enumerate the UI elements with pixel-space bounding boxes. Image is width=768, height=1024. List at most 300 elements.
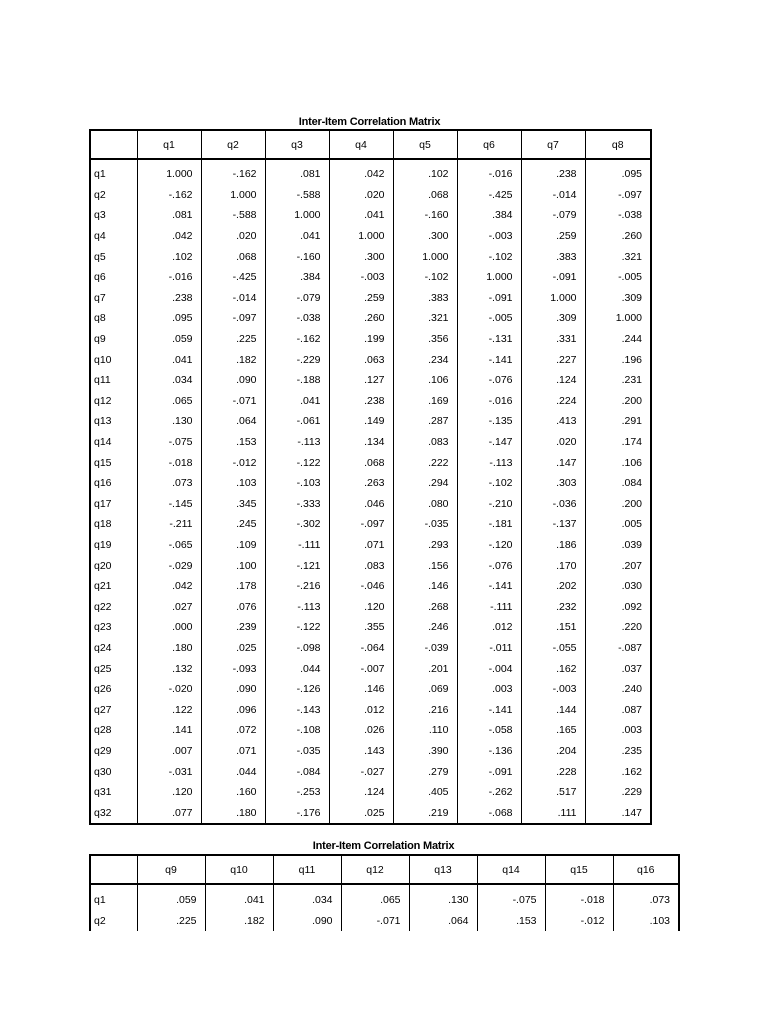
correlation-cell: .127 bbox=[329, 370, 393, 391]
correlation-cell: -.162 bbox=[201, 159, 265, 185]
correlation-cell: -.055 bbox=[521, 638, 585, 659]
correlation-cell: -.136 bbox=[457, 741, 521, 762]
correlation-cell: .083 bbox=[329, 555, 393, 576]
correlation-cell: -.160 bbox=[265, 246, 329, 267]
row-label: q13 bbox=[90, 411, 137, 432]
correlation-cell: -.014 bbox=[201, 288, 265, 309]
table-row bbox=[90, 910, 679, 931]
correlation-cell: -.003 bbox=[457, 226, 521, 247]
correlation-cell: -.036 bbox=[521, 494, 585, 515]
correlation-cell: .141 bbox=[137, 720, 201, 741]
row-label: q21 bbox=[90, 576, 137, 597]
correlation-cell: .321 bbox=[393, 308, 457, 329]
correlation-cell: .294 bbox=[393, 473, 457, 494]
correlation-cell: -.031 bbox=[137, 761, 201, 782]
correlation-cell: .020 bbox=[201, 226, 265, 247]
table-row bbox=[90, 699, 651, 720]
correlation-cell: -.020 bbox=[137, 679, 201, 700]
correlation-cell: .027 bbox=[137, 596, 201, 617]
table-row bbox=[90, 494, 651, 515]
correlation-cell: -.211 bbox=[137, 514, 201, 535]
correlation-cell: .041 bbox=[265, 391, 329, 412]
correlation-cell: .279 bbox=[393, 761, 457, 782]
correlation-cell: .287 bbox=[393, 411, 457, 432]
correlation-cell: .291 bbox=[585, 411, 651, 432]
correlation-cell: .120 bbox=[137, 782, 201, 803]
correlation-cell: .201 bbox=[393, 658, 457, 679]
row-label: q16 bbox=[90, 473, 137, 494]
row-label: q1 bbox=[90, 884, 137, 910]
table-row bbox=[90, 741, 651, 762]
correlation-cell: .102 bbox=[393, 159, 457, 185]
correlation-cell: -.137 bbox=[521, 514, 585, 535]
correlation-cell: -.091 bbox=[521, 267, 585, 288]
correlation-cell: -.188 bbox=[265, 370, 329, 391]
table-row bbox=[90, 246, 651, 267]
correlation-cell: .178 bbox=[201, 576, 265, 597]
row-label: q19 bbox=[90, 535, 137, 556]
correlation-cell: .146 bbox=[393, 576, 457, 597]
correlation-cell: .244 bbox=[585, 329, 651, 350]
correlation-cell: -.102 bbox=[457, 246, 521, 267]
matrix2-title: Inter-Item Correlation Matrix bbox=[312, 840, 455, 852]
correlation-cell: .081 bbox=[265, 159, 329, 185]
correlation-cell: -.102 bbox=[393, 267, 457, 288]
matrix2-body bbox=[90, 884, 679, 931]
correlation-cell: .025 bbox=[201, 638, 265, 659]
row-label: q1 bbox=[90, 159, 137, 185]
row-label: q25 bbox=[90, 658, 137, 679]
column-header-q10: q10 bbox=[205, 855, 273, 884]
column-header-q16: q16 bbox=[613, 855, 679, 884]
table-row bbox=[90, 514, 651, 535]
correlation-cell: .122 bbox=[137, 699, 201, 720]
row-label: q32 bbox=[90, 802, 137, 824]
correlation-cell: -.018 bbox=[137, 452, 201, 473]
table-row bbox=[90, 205, 651, 226]
header-row bbox=[90, 130, 651, 159]
correlation-cell: .080 bbox=[393, 494, 457, 515]
correlation-cell: .076 bbox=[201, 596, 265, 617]
correlation-cell: .071 bbox=[201, 741, 265, 762]
correlation-cell: .090 bbox=[201, 679, 265, 700]
column-header-q15: q15 bbox=[545, 855, 613, 884]
correlation-cell: .020 bbox=[521, 432, 585, 453]
table-row bbox=[90, 658, 651, 679]
correlation-cell: .084 bbox=[585, 473, 651, 494]
row-label: q5 bbox=[90, 246, 137, 267]
correlation-cell: -.039 bbox=[393, 638, 457, 659]
correlation-cell: -.141 bbox=[457, 349, 521, 370]
correlation-cell: -.084 bbox=[265, 761, 329, 782]
correlation-cell: .110 bbox=[393, 720, 457, 741]
correlation-cell: -.216 bbox=[265, 576, 329, 597]
correlation-cell: .109 bbox=[201, 535, 265, 556]
correlation-cell: .068 bbox=[393, 185, 457, 206]
column-header-q12: q12 bbox=[341, 855, 409, 884]
correlation-cell: .222 bbox=[393, 452, 457, 473]
table-row bbox=[90, 349, 651, 370]
correlation-cell: -.012 bbox=[545, 910, 613, 931]
correlation-cell: .132 bbox=[137, 658, 201, 679]
correlation-cell: .134 bbox=[329, 432, 393, 453]
correlation-cell: .081 bbox=[137, 205, 201, 226]
correlation-cell: -.333 bbox=[265, 494, 329, 515]
correlation-cell: .263 bbox=[329, 473, 393, 494]
column-header-q3: q3 bbox=[265, 130, 329, 159]
correlation-cell: 1.000 bbox=[585, 308, 651, 329]
correlation-cell: .225 bbox=[201, 329, 265, 350]
correlation-cell: -.141 bbox=[457, 699, 521, 720]
correlation-cell: .207 bbox=[585, 555, 651, 576]
correlation-cell: .238 bbox=[521, 159, 585, 185]
correlation-cell: .042 bbox=[329, 159, 393, 185]
correlation-cell: .384 bbox=[265, 267, 329, 288]
correlation-cell: .087 bbox=[585, 699, 651, 720]
matrix1-title: Inter-Item Correlation Matrix bbox=[298, 116, 441, 128]
correlation-cell: .034 bbox=[137, 370, 201, 391]
correlation-cell: .321 bbox=[585, 246, 651, 267]
correlation-cell: .046 bbox=[329, 494, 393, 515]
correlation-cell: -.071 bbox=[201, 391, 265, 412]
correlation-cell: -.143 bbox=[265, 699, 329, 720]
correlation-cell: .162 bbox=[521, 658, 585, 679]
correlation-cell: .090 bbox=[273, 910, 341, 931]
correlation-cell: .007 bbox=[137, 741, 201, 762]
correlation-cell: .413 bbox=[521, 411, 585, 432]
correlation-cell: .202 bbox=[521, 576, 585, 597]
correlation-cell: .000 bbox=[137, 617, 201, 638]
correlation-cell: -.075 bbox=[477, 884, 545, 910]
table-row bbox=[90, 679, 651, 700]
table-row bbox=[90, 884, 679, 910]
correlation-cell: .041 bbox=[205, 884, 273, 910]
correlation-cell: -.071 bbox=[341, 910, 409, 931]
correlation-cell: .059 bbox=[137, 884, 205, 910]
correlation-matrix-1 bbox=[89, 129, 652, 825]
correlation-cell: -.075 bbox=[137, 432, 201, 453]
correlation-cell: -.016 bbox=[457, 159, 521, 185]
table-row bbox=[90, 391, 651, 412]
correlation-cell: .180 bbox=[137, 638, 201, 659]
correlation-cell: -.113 bbox=[457, 452, 521, 473]
column-header-q8: q8 bbox=[585, 130, 651, 159]
correlation-cell: .044 bbox=[265, 658, 329, 679]
column-header-q5: q5 bbox=[393, 130, 457, 159]
correlation-cell: .044 bbox=[201, 761, 265, 782]
correlation-cell: -.011 bbox=[457, 638, 521, 659]
corner-cell bbox=[90, 855, 137, 884]
correlation-cell: -.005 bbox=[457, 308, 521, 329]
row-label: q31 bbox=[90, 782, 137, 803]
correlation-cell: -.079 bbox=[521, 205, 585, 226]
row-label: q2 bbox=[90, 910, 137, 931]
correlation-cell: -.068 bbox=[457, 802, 521, 824]
table-row bbox=[90, 596, 651, 617]
correlation-cell: .090 bbox=[201, 370, 265, 391]
correlation-cell: -.016 bbox=[457, 391, 521, 412]
column-header-q4: q4 bbox=[329, 130, 393, 159]
correlation-cell: -.035 bbox=[265, 741, 329, 762]
correlation-cell: .068 bbox=[329, 452, 393, 473]
table-row bbox=[90, 802, 651, 824]
correlation-cell: .383 bbox=[521, 246, 585, 267]
correlation-cell: .065 bbox=[341, 884, 409, 910]
column-header-q6: q6 bbox=[457, 130, 521, 159]
correlation-cell: .204 bbox=[521, 741, 585, 762]
correlation-cell: .186 bbox=[521, 535, 585, 556]
correlation-cell: .064 bbox=[201, 411, 265, 432]
row-label: q8 bbox=[90, 308, 137, 329]
column-header-q1: q1 bbox=[137, 130, 201, 159]
table-row bbox=[90, 267, 651, 288]
correlation-cell: .229 bbox=[585, 782, 651, 803]
correlation-cell: .063 bbox=[329, 349, 393, 370]
correlation-cell: .232 bbox=[521, 596, 585, 617]
row-label: q23 bbox=[90, 617, 137, 638]
correlation-cell: -.181 bbox=[457, 514, 521, 535]
correlation-cell: .231 bbox=[585, 370, 651, 391]
correlation-cell: .111 bbox=[521, 802, 585, 824]
row-label: q18 bbox=[90, 514, 137, 535]
correlation-cell: .182 bbox=[205, 910, 273, 931]
correlation-cell: -.097 bbox=[585, 185, 651, 206]
correlation-cell: .012 bbox=[457, 617, 521, 638]
correlation-cell: .238 bbox=[137, 288, 201, 309]
correlation-cell: -.113 bbox=[265, 432, 329, 453]
correlation-cell: -.065 bbox=[137, 535, 201, 556]
correlation-cell: .059 bbox=[137, 329, 201, 350]
table-row bbox=[90, 226, 651, 247]
correlation-cell: .517 bbox=[521, 782, 585, 803]
correlation-cell: .096 bbox=[201, 699, 265, 720]
correlation-cell: -.141 bbox=[457, 576, 521, 597]
correlation-cell: .238 bbox=[329, 391, 393, 412]
correlation-cell: .239 bbox=[201, 617, 265, 638]
correlation-cell: -.121 bbox=[265, 555, 329, 576]
column-header-q7: q7 bbox=[521, 130, 585, 159]
correlation-cell: -.012 bbox=[201, 452, 265, 473]
correlation-cell: .124 bbox=[329, 782, 393, 803]
row-label: q22 bbox=[90, 596, 137, 617]
row-label: q3 bbox=[90, 205, 137, 226]
correlation-cell: .160 bbox=[201, 782, 265, 803]
column-header-q14: q14 bbox=[477, 855, 545, 884]
correlation-cell: -.098 bbox=[265, 638, 329, 659]
correlation-cell: -.111 bbox=[457, 596, 521, 617]
correlation-cell: .220 bbox=[585, 617, 651, 638]
row-label: q7 bbox=[90, 288, 137, 309]
row-label: q14 bbox=[90, 432, 137, 453]
correlation-cell: .309 bbox=[585, 288, 651, 309]
row-label: q9 bbox=[90, 329, 137, 350]
correlation-cell: -.004 bbox=[457, 658, 521, 679]
correlation-cell: .345 bbox=[201, 494, 265, 515]
correlation-cell: .180 bbox=[201, 802, 265, 824]
correlation-cell: -.262 bbox=[457, 782, 521, 803]
correlation-cell: .153 bbox=[477, 910, 545, 931]
correlation-cell: -.007 bbox=[329, 658, 393, 679]
correlation-cell: -.122 bbox=[265, 617, 329, 638]
correlation-cell: .200 bbox=[585, 391, 651, 412]
correlation-cell: .196 bbox=[585, 349, 651, 370]
table-row bbox=[90, 576, 651, 597]
correlation-cell: -.035 bbox=[393, 514, 457, 535]
row-label: q30 bbox=[90, 761, 137, 782]
correlation-cell: -.588 bbox=[265, 185, 329, 206]
column-header-q2: q2 bbox=[201, 130, 265, 159]
correlation-cell: 1.000 bbox=[393, 246, 457, 267]
correlation-cell: -.018 bbox=[545, 884, 613, 910]
table-row bbox=[90, 411, 651, 432]
correlation-cell: .092 bbox=[585, 596, 651, 617]
correlation-cell: -.126 bbox=[265, 679, 329, 700]
column-header-q13: q13 bbox=[409, 855, 477, 884]
correlation-cell: .064 bbox=[409, 910, 477, 931]
correlation-cell: .153 bbox=[201, 432, 265, 453]
table-row bbox=[90, 308, 651, 329]
correlation-cell: .124 bbox=[521, 370, 585, 391]
correlation-cell: .041 bbox=[137, 349, 201, 370]
correlation-cell: .300 bbox=[329, 246, 393, 267]
correlation-cell: .293 bbox=[393, 535, 457, 556]
correlation-cell: .169 bbox=[393, 391, 457, 412]
correlation-cell: .020 bbox=[329, 185, 393, 206]
table-row bbox=[90, 555, 651, 576]
correlation-cell: .162 bbox=[585, 761, 651, 782]
correlation-cell: -.210 bbox=[457, 494, 521, 515]
correlation-cell: -.253 bbox=[265, 782, 329, 803]
correlation-cell: -.120 bbox=[457, 535, 521, 556]
correlation-cell: -.087 bbox=[585, 638, 651, 659]
correlation-cell: -.016 bbox=[137, 267, 201, 288]
correlation-cell: .245 bbox=[201, 514, 265, 535]
correlation-cell: .182 bbox=[201, 349, 265, 370]
correlation-cell: -.122 bbox=[265, 452, 329, 473]
correlation-cell: -.162 bbox=[137, 185, 201, 206]
correlation-cell: .077 bbox=[137, 802, 201, 824]
correlation-cell: -.102 bbox=[457, 473, 521, 494]
matrix1-header bbox=[90, 130, 651, 159]
correlation-cell: .147 bbox=[585, 802, 651, 824]
correlation-cell: -.302 bbox=[265, 514, 329, 535]
row-label: q6 bbox=[90, 267, 137, 288]
matrix2-header bbox=[90, 855, 679, 884]
correlation-cell: .219 bbox=[393, 802, 457, 824]
correlation-cell: .355 bbox=[329, 617, 393, 638]
correlation-cell: 1.000 bbox=[137, 159, 201, 185]
correlation-cell: -.097 bbox=[329, 514, 393, 535]
correlation-cell: 1.000 bbox=[265, 205, 329, 226]
row-label: q20 bbox=[90, 555, 137, 576]
correlation-cell: -.162 bbox=[265, 329, 329, 350]
correlation-cell: -.425 bbox=[201, 267, 265, 288]
correlation-cell: -.005 bbox=[585, 267, 651, 288]
correlation-cell: .356 bbox=[393, 329, 457, 350]
correlation-cell: .100 bbox=[201, 555, 265, 576]
correlation-cell: 1.000 bbox=[201, 185, 265, 206]
correlation-cell: .170 bbox=[521, 555, 585, 576]
row-label: q4 bbox=[90, 226, 137, 247]
correlation-cell: -.061 bbox=[265, 411, 329, 432]
correlation-cell: -.135 bbox=[457, 411, 521, 432]
correlation-cell: .227 bbox=[521, 349, 585, 370]
correlation-cell: .003 bbox=[585, 720, 651, 741]
correlation-cell: -.229 bbox=[265, 349, 329, 370]
correlation-cell: .095 bbox=[137, 308, 201, 329]
row-label: q2 bbox=[90, 185, 137, 206]
correlation-cell: .026 bbox=[329, 720, 393, 741]
correlation-cell: .068 bbox=[201, 246, 265, 267]
column-header-q11: q11 bbox=[273, 855, 341, 884]
correlation-cell: .228 bbox=[521, 761, 585, 782]
table-row bbox=[90, 617, 651, 638]
correlation-cell: -.108 bbox=[265, 720, 329, 741]
correlation-cell: .143 bbox=[329, 741, 393, 762]
correlation-cell: .034 bbox=[273, 884, 341, 910]
table-row bbox=[90, 638, 651, 659]
correlation-cell: .200 bbox=[585, 494, 651, 515]
correlation-cell: .102 bbox=[137, 246, 201, 267]
correlation-cell: -.027 bbox=[329, 761, 393, 782]
correlation-cell: -.131 bbox=[457, 329, 521, 350]
correlation-cell: .041 bbox=[265, 226, 329, 247]
correlation-cell: .259 bbox=[329, 288, 393, 309]
column-header-q9: q9 bbox=[137, 855, 205, 884]
correlation-cell: 1.000 bbox=[457, 267, 521, 288]
table-row bbox=[90, 535, 651, 556]
table-row bbox=[90, 473, 651, 494]
correlation-cell: -.111 bbox=[265, 535, 329, 556]
correlation-cell: -.425 bbox=[457, 185, 521, 206]
correlation-cell: .025 bbox=[329, 802, 393, 824]
correlation-cell: .149 bbox=[329, 411, 393, 432]
correlation-cell: .130 bbox=[137, 411, 201, 432]
correlation-cell: .130 bbox=[409, 884, 477, 910]
correlation-cell: .235 bbox=[585, 741, 651, 762]
row-label: q10 bbox=[90, 349, 137, 370]
correlation-cell: .120 bbox=[329, 596, 393, 617]
correlation-cell: .303 bbox=[521, 473, 585, 494]
corner-cell bbox=[90, 130, 137, 159]
correlation-cell: -.003 bbox=[329, 267, 393, 288]
correlation-cell: .309 bbox=[521, 308, 585, 329]
correlation-cell: .065 bbox=[137, 391, 201, 412]
correlation-cell: .260 bbox=[329, 308, 393, 329]
row-label: q27 bbox=[90, 699, 137, 720]
correlation-cell: .259 bbox=[521, 226, 585, 247]
correlation-cell: .069 bbox=[393, 679, 457, 700]
correlation-cell: -.076 bbox=[457, 555, 521, 576]
correlation-cell: -.093 bbox=[201, 658, 265, 679]
correlation-cell: .156 bbox=[393, 555, 457, 576]
header-row bbox=[90, 855, 679, 884]
table-row bbox=[90, 761, 651, 782]
table-row bbox=[90, 370, 651, 391]
correlation-cell: -.160 bbox=[393, 205, 457, 226]
table-row bbox=[90, 432, 651, 453]
correlation-cell: .037 bbox=[585, 658, 651, 679]
correlation-cell: -.588 bbox=[201, 205, 265, 226]
correlation-cell: -.003 bbox=[521, 679, 585, 700]
correlation-matrix-2 bbox=[89, 854, 680, 931]
row-label: q28 bbox=[90, 720, 137, 741]
row-label: q26 bbox=[90, 679, 137, 700]
row-label: q29 bbox=[90, 741, 137, 762]
correlation-cell: .071 bbox=[329, 535, 393, 556]
correlation-cell: .147 bbox=[521, 452, 585, 473]
correlation-cell: .405 bbox=[393, 782, 457, 803]
